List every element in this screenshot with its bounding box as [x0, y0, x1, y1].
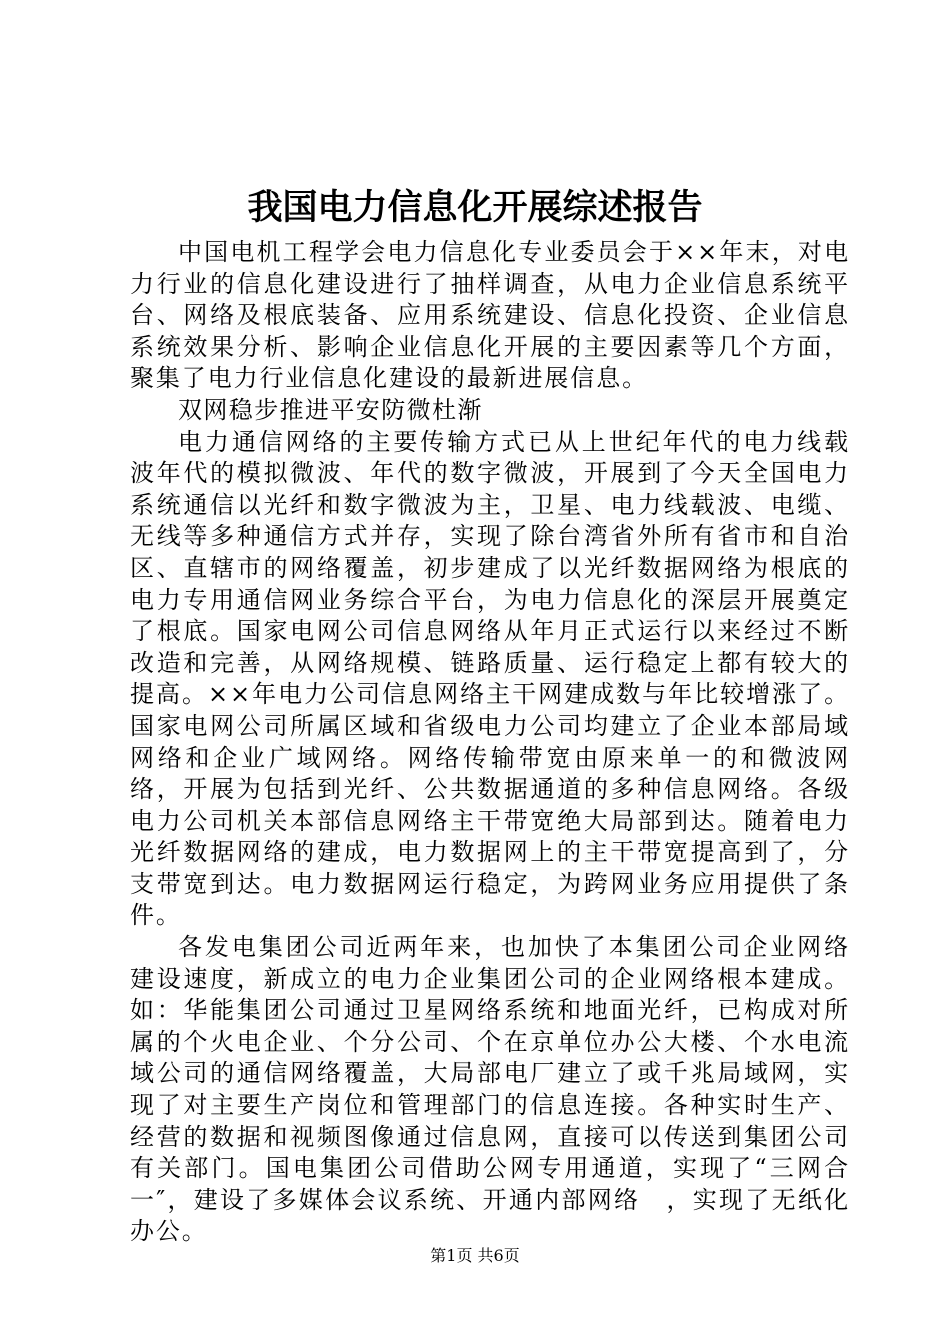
- paragraph-intro: 中国电机工程学会电力信息化专业委员会于××年末，对电力行业的信息化建设进行了抽样调查，从电力企业信息系统平台、网络及根底装备、应用系统建设、信息化投资、企业信息系统效果分析、影响企业信息化开展的主要因素等几个方面，聚集了电力行业信息化建设的最新进展信息。: [130, 238, 850, 393]
- section-heading: 双网稳步推进平安防微杜渐: [178, 395, 483, 424]
- document-body: [130, 237, 850, 1248]
- page-number-footer: 第1页 共6页: [430, 1246, 520, 1265]
- paragraph-generation-groups: 各发电集团公司近两年来，也加快了本集团公司企业网络建设速度，新成立的电力企业集团公司的企业网络根本建成。如：华能集团公司通过卫星网络系统和地面光纤，已构成对所属的个火电企业、个分公司、个在京单位办公大楼、个水电流域公司的通信网络覆盖，大局部电厂建立了或千兆局域网，实现了对主要生产岗位和管理部门的信息连接。各种实时生产、经营的数据和视频图像通过信息网，直接可以传送到集团公司有关部门。国电集团公司借助公网专用通道，实现了“三网合一″，建设了多媒体会议系统、开通内部网络 ，实现了无纸化办公。: [130, 933, 850, 1246]
- document-title: 我国电力信息化开展综述报告: [247, 187, 703, 228]
- paragraph-grid-network: 电力通信网络的主要传输方式已从上世纪年代的电力线载波年代的模拟微波、年代的数字微波，开展到了今天全国电力系统通信以光纤和数字微波为主，卫星、电力线载波、电缆、无线等多种通信方式并存，实现了除台湾省外所有省市和自治区、直辖市的网络覆盖，初步建成了以光纤数据网络为根底的电力专用通信网业务综合平台，为电力信息化的深层开展奠定了根底。国家电网公司信息网络从年月正式运行以来经过不断改造和完善，从网络规模、链路质量、运行稳定上都有较大的提高。××年电力公司信息网络主干网建成数与年比较增涨了。国家电网公司所属区域和省级电力公司均建立了企业本部局域网络和企业广域网络。网络传输带宽由原来单一的和微波网络，开展为包括到光纤、公共数据通道的多种信息网络。各级电力公司机关本部信息网络主干带宽绝大局部到达。随着电力光纤数据网络的建成，电力数据网上的主干带宽提高到了，分支带宽到达。电力数据网运行稳定，为跨网业务应用提供了条件。: [130, 427, 850, 930]
